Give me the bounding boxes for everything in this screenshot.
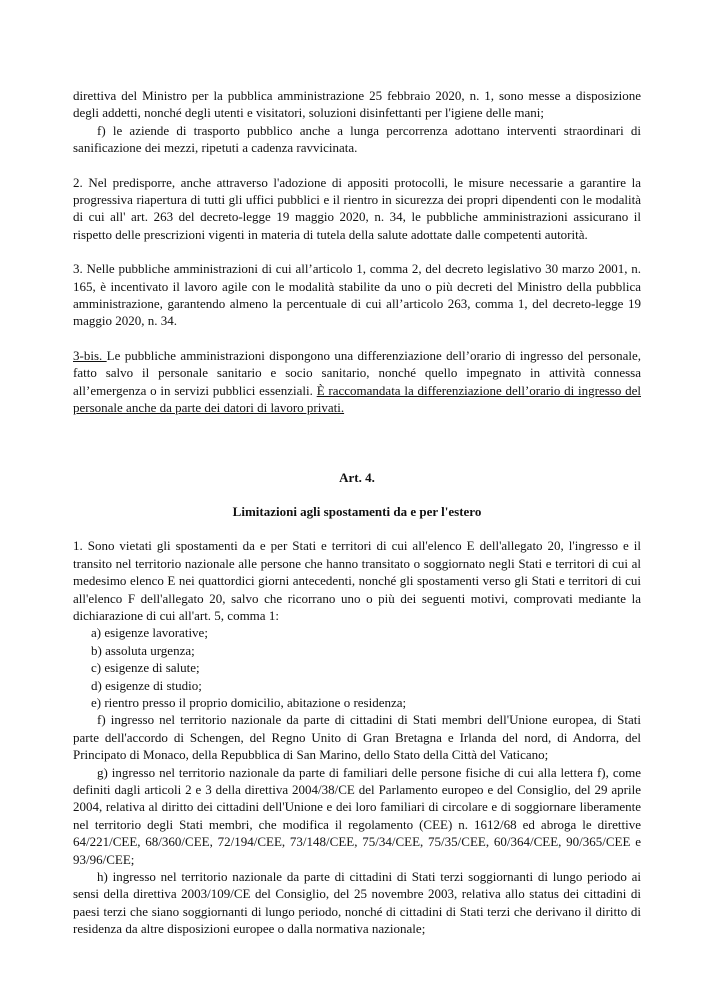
item-f-citizens: f) ingresso nel territorio nazionale da parte di cittadini di Stati membri dell'Unione europea, di Stati parte dell'accordo di Schengen, del Regno Unito di Gran Bretagna e Irlanda del nord, di Andorra, del Principato di Monaco, della Repubblica di San Marino, dello Stato della Città del Vaticano; bbox=[73, 712, 641, 763]
paragraph-3: 3. Nelle pubbliche amministrazioni di cui all’articolo 1, comma 2, del decreto legislativo 30 marzo 2001, n. 165, è incentivato il lavoro agile con le modalità stabilite da uno o più decreti del Ministro della pubblica amministrazione, garantendo almeno la percentuale di cui all’articolo 263, comma 1, del decreto-legge 19 maggio 2020, n. 34. bbox=[73, 261, 641, 329]
list-item: e) rientro presso il proprio domicilio, abitazione o residenza; bbox=[91, 694, 407, 710]
paragraph-2: 2. Nel predisporre, anche attraverso l'adozione di appositi protocolli, le misure necessarie a garantire la progressiva riapertura di tutti gli uffici pubblici e il rientro in sicurezza dei propri dipendenti con le modalità di cui all' art. 263 del decreto-legge 19 maggio 2020, n. 34, le pubbliche amministrazioni assicurano il rispetto delle prescrizioni vigenti in materia di tutela della salute adottate dalle competenti autorità. bbox=[73, 174, 641, 242]
list-item: b) assoluta urgenza; bbox=[91, 642, 195, 658]
item-g-family: g) ingresso nel territorio nazionale da parte di familiari delle persone fisiche di cui alla lettera f), come definiti dagli articoli 2 e 3 della direttiva 2004/38/CE del Parlamento europeo e del Consiglio, del 29 aprile 2004, relativa al diritto dei cittadini dell'Unione e dei loro familiari di circolare e di soggiornare liberamente nel territorio degli Stati membri, che modifica il regolamento (CEE) n. 1612/68 ed abroga le direttive 64/221/CEE, 68/360/CEE, 72/194/CEE, 73/148/CEE, 75/34/CEE, 75/35/CEE, 60/364/CEE, 90/365/CEE e 93/96/CEE; bbox=[73, 764, 641, 867]
list-item: d) esigenze di studio; bbox=[91, 677, 202, 693]
article-subtitle: Limitazioni agli spostamenti da e per l'estero bbox=[232, 503, 482, 519]
paragraph-continued: direttiva del Ministro per la pubblica amministrazione 25 febbraio 2020, n. 1, sono messe a disposizione degli addetti, nonché degli utenti e visitatori, soluzioni disinfettanti per l'igiene delle mani; bbox=[73, 88, 641, 121]
paragraph-3-bis-underlined: È raccomandata la differenziazione dell’orario di ingresso del personale anche da parte dei datori di lavoro privati. bbox=[73, 382, 641, 416]
paragraph-3-bis-label: 3-bis. bbox=[73, 347, 107, 363]
document-page bbox=[73, 87, 641, 938]
list-item: c) esigenze di salute; bbox=[91, 660, 200, 676]
article-paragraph-1: 1. Sono vietati gli spostamenti da e per Stati e territori di cui all'elenco E dell'allegato 20, l'ingresso e il transito nel territorio nazionale alle persone che hanno transitato o soggiornato negli Stati e territori di cui al medesimo elenco E nei quattordici giorni antecedenti, nonché gli spostamenti verso gli Stati e territori di cui all'elenco F dell'allegato 20, salvo che ricorrano uno o più dei seguenti motivi, comprovati mediante la dichiarazione di cui all'art. 5, comma 1: bbox=[73, 538, 641, 623]
paragraph-3-bis-text: Le pubbliche amministrazioni dispongono una differenziazione dell’orario di ingresso del personale, fatto salvo il personale sanitario e socio sanitario, nonché quello impegnato in attività connessa all’emergenza o in servizi pubblici essenziali. bbox=[73, 347, 641, 398]
list-item: a) esigenze lavorative; bbox=[91, 625, 208, 641]
item-h-third-country: h) ingresso nel territorio nazionale da parte di cittadini di Stati terzi soggiornanti di lungo periodo ai sensi della direttiva 2003/109/CE del Consiglio, del 25 novembre 2003, relativa allo status dei cittadini di paesi terzi che siano soggiornanti di lungo periodo, nonché di cittadini di Stati terzi che derivano il diritto di residenza da altre disposizioni europee o dalla normativa nazionale; bbox=[73, 869, 641, 937]
article-title: Art. 4. bbox=[339, 469, 375, 485]
paragraph-3-bis bbox=[73, 347, 641, 417]
item-f-transport: f) le aziende di trasporto pubblico anche a lunga percorrenza adottano interventi straordinari di sanificazione dei mezzi, ripetuti a cadenza ravvicinata. bbox=[73, 122, 641, 156]
